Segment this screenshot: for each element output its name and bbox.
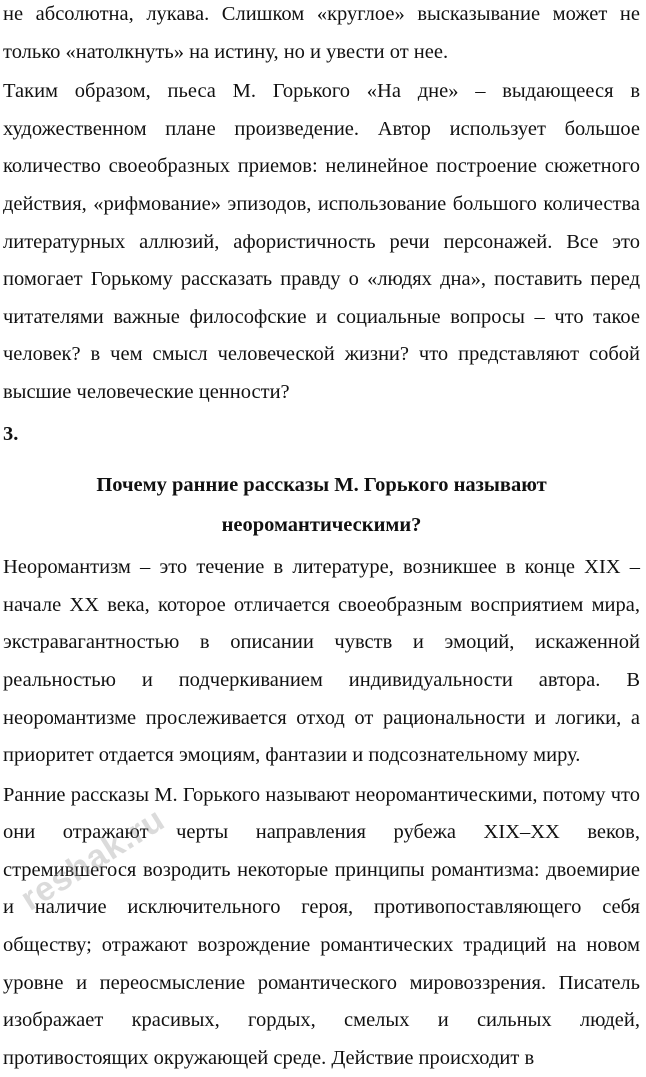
section-heading: Почему ранние рассказы М. Горького называют неоромантическими? (96, 474, 547, 537)
task-number: 3. (3, 422, 19, 445)
paragraph-continuation: не абсолютна, лукава. Слишком «круглое» высказывание может не только «натолкнуть» на истину, но и увести от нее. (3, 3, 640, 63)
paragraph-gorky-early-stories: Ранние рассказы М. Горького называют неоромантическими, потому что они отражают черты направления рубежа XIX–XX веков, стремившегося возродить некоторые принципы романтизма: двоемирие и наличие исключительного героя, противопоставляющего себя обществу; отражают возрождение романтических традиций на новом уровне и переосмысление романтического мировоззрения. Писатель изображает красивых, гордых, смелых и сильных людей, противостоящих окружающей среде. Действие происходит в (3, 783, 640, 1069)
paragraph-neoromanticism-definition: Неоромантизм – это течение в литературе, возникшее в конце XIX – начале XX века, которое отличается своеобразным восприятием мира, экстравагантностью в описании чувств и эмоций, искаженной реальностью и подчеркиванием индивидуальности автора. В неоромантизме прослеживается отход от рациональности и логики, а приоритет отдается эмоциям, фантазии и подсознательному миру. (3, 556, 640, 767)
paragraph-conclusion: Таким образом, пьеса М. Горького «На дне» – выдающееся в художественном плане произведение. Автор использует большое количество своеобразных приемов: нелинейное построение сюжетного действия, «рифмование» эпизодов, использование большого количества литературных аллюзий, афористичность речи персонажей. Все это помогает Горькому рассказать правду о «людях дна», поставить перед читателями важные философские и социальные вопросы – что такое человек? в чем смысл человеческой жизни? что представляют собой высшие человеческие ценности? (3, 80, 640, 403)
watermark-text: reshak.ru (14, 800, 172, 919)
